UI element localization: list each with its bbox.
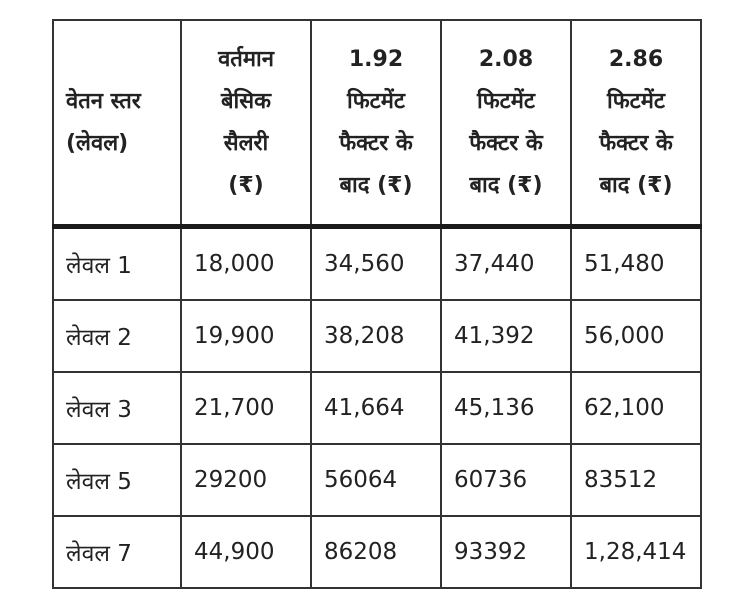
cell-factor-2-08: 93392 <box>441 516 571 588</box>
cell-pay-level: लेवल 7 <box>53 516 181 588</box>
cell-factor-2-86: 62,100 <box>571 372 701 444</box>
table-header <box>53 20 701 227</box>
fitment-factor-salary-table <box>52 19 702 589</box>
header-line: फिटमेंट <box>607 88 665 114</box>
header-line: बाद (₹) <box>599 172 673 198</box>
header-line: वेतन स्तर <box>66 88 141 114</box>
header-line: बाद (₹) <box>469 172 543 198</box>
table-row <box>53 300 701 372</box>
table-row <box>53 444 701 516</box>
header-line: 2.08 <box>478 46 534 72</box>
header-line: फिटमेंट <box>347 88 405 114</box>
cell-factor-2-08: 45,136 <box>441 372 571 444</box>
header-pay-level <box>53 20 181 227</box>
cell-factor-1-92: 34,560 <box>311 227 441 301</box>
cell-factor-2-08: 60736 <box>441 444 571 516</box>
header-factor-1-92 <box>311 20 441 227</box>
cell-factor-1-92: 86208 <box>311 516 441 588</box>
header-current-basic-salary <box>181 20 311 227</box>
header-line: 1.92 <box>348 46 404 72</box>
cell-pay-level: लेवल 1 <box>53 227 181 301</box>
header-row <box>53 20 701 227</box>
cell-pay-level: लेवल 5 <box>53 444 181 516</box>
cell-factor-1-92: 56064 <box>311 444 441 516</box>
header-line: बेसिक <box>220 88 272 114</box>
cell-factor-2-86: 83512 <box>571 444 701 516</box>
table-row <box>53 516 701 588</box>
header-line: वर्तमान <box>218 46 274 72</box>
header-line: फैक्टर के <box>469 130 543 156</box>
cell-factor-1-92: 38,208 <box>311 300 441 372</box>
cell-factor-2-86: 1,28,414 <box>571 516 701 588</box>
salary-table-container <box>52 19 702 589</box>
table-row <box>53 227 701 301</box>
header-line: (लेवल) <box>66 130 129 156</box>
header-line: फैक्टर के <box>339 130 413 156</box>
header-line: (₹) <box>228 172 264 198</box>
header-line: फिटमेंट <box>477 88 535 114</box>
cell-factor-2-86: 51,480 <box>571 227 701 301</box>
cell-basic-salary: 19,900 <box>181 300 311 372</box>
header-line: फैक्टर के <box>599 130 673 156</box>
cell-factor-2-08: 41,392 <box>441 300 571 372</box>
cell-pay-level: लेवल 2 <box>53 300 181 372</box>
cell-basic-salary: 44,900 <box>181 516 311 588</box>
header-factor-2-86 <box>571 20 701 227</box>
cell-factor-2-08: 37,440 <box>441 227 571 301</box>
header-factor-2-08 <box>441 20 571 227</box>
cell-basic-salary: 21,700 <box>181 372 311 444</box>
header-line: 2.86 <box>608 46 664 72</box>
header-line: बाद (₹) <box>339 172 413 198</box>
cell-factor-1-92: 41,664 <box>311 372 441 444</box>
cell-pay-level: लेवल 3 <box>53 372 181 444</box>
table-row <box>53 372 701 444</box>
table-body <box>53 227 701 589</box>
cell-factor-2-86: 56,000 <box>571 300 701 372</box>
cell-basic-salary: 29200 <box>181 444 311 516</box>
header-line: सैलरी <box>223 130 269 156</box>
cell-basic-salary: 18,000 <box>181 227 311 301</box>
